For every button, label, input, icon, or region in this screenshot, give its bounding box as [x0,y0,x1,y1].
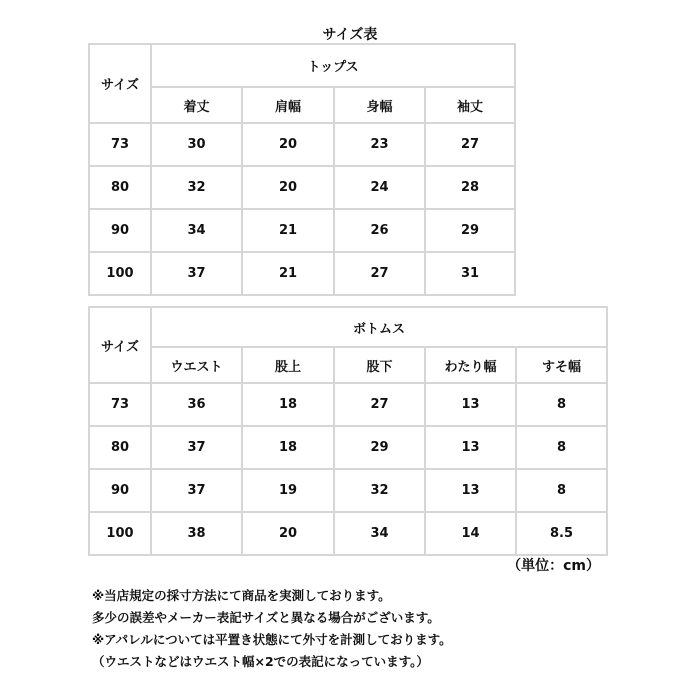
table-cell: 20 [242,512,334,555]
size-header: サイズ [89,44,151,123]
table-row [89,512,607,555]
table-cell: 13 [425,426,516,469]
column-header: 身幅 [334,87,425,123]
notes [92,585,452,673]
table-cell: 24 [334,166,425,209]
size-cell: 100 [89,252,151,295]
table-row [89,166,515,209]
table-cell: 37 [151,426,242,469]
table-cell: 8 [516,426,607,469]
column-header: すそ幅 [516,347,607,383]
size-cell: 90 [89,469,151,512]
table-cell: 34 [151,209,242,252]
unit-label: （単位：cm） [507,558,600,574]
table-cell: 29 [334,426,425,469]
table-cell: 21 [242,252,334,295]
tops-size-table [88,43,516,296]
table-cell: 20 [242,166,334,209]
note-line: 多少の誤差やメーカー表記サイズと異なる場合がございます。 [92,610,440,625]
table-cell: 21 [242,209,334,252]
table-cell: 14 [425,512,516,555]
bottoms-group-header: ボトムス [151,307,607,347]
table-cell: 8 [516,383,607,426]
size-cell: 100 [89,512,151,555]
table-cell: 13 [425,469,516,512]
tops-group-header: トップス [151,44,515,87]
column-header: 肩幅 [242,87,334,123]
column-header: わたり幅 [425,347,516,383]
size-cell: 73 [89,123,151,166]
column-header: 着丈 [151,87,242,123]
table-cell: 26 [334,209,425,252]
column-header: ウエスト [151,347,242,383]
table-cell: 8 [516,469,607,512]
table-cell: 18 [242,426,334,469]
table-row [89,123,515,166]
size-header: サイズ [89,307,151,383]
size-cell: 80 [89,166,151,209]
table-cell: 31 [425,252,515,295]
table-cell: 18 [242,383,334,426]
table-cell: 27 [334,252,425,295]
table-row [89,383,607,426]
table-cell: 30 [151,123,242,166]
table-cell: 38 [151,512,242,555]
table-cell: 13 [425,383,516,426]
table-cell: 36 [151,383,242,426]
table-cell: 19 [242,469,334,512]
table-cell: 37 [151,252,242,295]
table-row [89,209,515,252]
note-line: （ウエストなどはウエスト幅×2での表記になっています。） [92,654,429,669]
size-cell: 80 [89,426,151,469]
page-title: サイズ表 [322,27,378,43]
column-header: 袖丈 [425,87,515,123]
table-cell: 34 [334,512,425,555]
table-cell: 32 [151,166,242,209]
note-line: ※当店規定の採寸方法にて商品を実測しております。 [92,588,391,603]
size-cell: 90 [89,209,151,252]
table-cell: 23 [334,123,425,166]
table-cell: 8.5 [516,512,607,555]
size-cell: 73 [89,383,151,426]
table-cell: 29 [425,209,515,252]
bottoms-size-table [88,306,608,556]
table-row [89,426,607,469]
column-header: 股上 [242,347,334,383]
table-row [89,252,515,295]
table-cell: 37 [151,469,242,512]
table-cell: 32 [334,469,425,512]
table-cell: 20 [242,123,334,166]
note-line: ※アパレルについては平置き状態にて外寸を計測しております。 [92,632,452,647]
table-cell: 28 [425,166,515,209]
table-cell: 27 [334,383,425,426]
column-header: 股下 [334,347,425,383]
table-cell: 27 [425,123,515,166]
table-row [89,469,607,512]
